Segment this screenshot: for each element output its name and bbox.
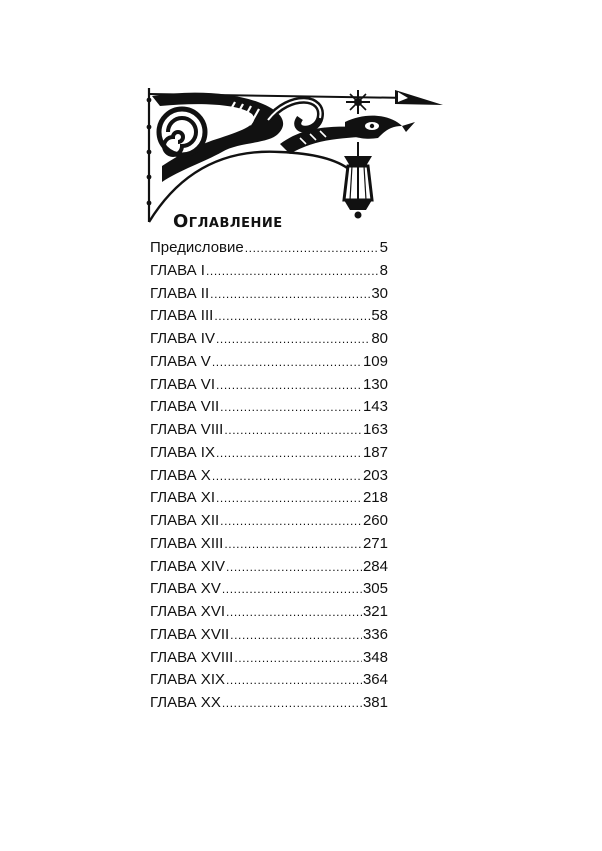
toc-entry-page: 284	[362, 557, 388, 575]
dragon-lantern-ornament-icon	[140, 82, 445, 224]
toc-entry-page: 58	[371, 307, 388, 325]
toc-dot-leader	[226, 601, 362, 624]
toc-entry[interactable]	[150, 624, 388, 647]
toc-dot-leader	[224, 533, 362, 556]
toc-dot-leader	[220, 510, 362, 533]
toc-dot-leader	[216, 442, 362, 465]
toc-entry[interactable]	[150, 374, 388, 397]
toc-entry-label: ГЛАВА XIII	[150, 534, 224, 552]
toc-entry-label: ГЛАВА XVII	[150, 625, 230, 643]
toc-entry-page: 305	[362, 580, 388, 598]
lantern-icon	[344, 142, 372, 219]
toc-entry[interactable]	[150, 465, 388, 488]
toc-dot-leader	[224, 419, 362, 442]
toc-dot-leader	[212, 351, 362, 374]
toc-dot-leader	[206, 260, 379, 283]
toc-entry-page: 271	[362, 534, 388, 552]
toc-entry-page: 218	[362, 489, 388, 507]
toc-entry-label: ГЛАВА IV	[150, 330, 215, 347]
toc-entry-page: 203	[362, 466, 388, 484]
toc-entry[interactable]	[150, 396, 388, 419]
toc-dot-leader	[234, 647, 362, 670]
toc-entry[interactable]	[150, 647, 388, 670]
toc-entry-label: ГЛАВА XIV	[150, 557, 225, 575]
toc-entry[interactable]	[150, 533, 388, 556]
finial-icon	[346, 90, 370, 114]
toc-entry-label: ГЛАВА XV	[150, 580, 221, 598]
toc-dot-leader	[216, 374, 362, 397]
toc-entry-page: 336	[362, 625, 388, 643]
toc-dot-leader	[226, 556, 362, 579]
toc-dot-leader	[222, 692, 362, 715]
toc-entry-page: 364	[362, 671, 388, 689]
toc-entry-label: ГЛАВА V	[150, 352, 211, 370]
toc-dot-leader	[230, 624, 362, 647]
toc-entry[interactable]	[150, 419, 388, 442]
toc-title: Оглавление	[173, 211, 283, 232]
toc-entry-page: 30	[371, 284, 388, 302]
toc-entry[interactable]	[150, 601, 388, 624]
toc-entry[interactable]	[150, 510, 388, 533]
toc-entry[interactable]	[150, 578, 388, 601]
toc-entry[interactable]	[150, 305, 388, 328]
toc-entry-label: ГЛАВА III	[150, 307, 214, 325]
toc-entry-page: 8	[379, 261, 388, 279]
toc-entry[interactable]	[150, 260, 388, 283]
toc-entry[interactable]	[150, 669, 388, 692]
toc-dot-leader	[220, 396, 362, 419]
toc-entry-page: 348	[362, 648, 388, 666]
toc-dot-leader	[245, 237, 379, 260]
toc-entry-page: 381	[362, 694, 388, 711]
toc-entry-label: ГЛАВА I	[150, 261, 205, 279]
toc-entry-page: 321	[362, 603, 388, 620]
toc-entry[interactable]	[150, 442, 388, 465]
toc-dot-leader	[212, 465, 362, 488]
toc-entry[interactable]	[150, 283, 388, 306]
toc-list	[150, 237, 388, 715]
toc-dot-leader	[226, 669, 362, 692]
toc-entry-label: ГЛАВА X	[150, 466, 211, 484]
toc-entry-label: ГЛАВА II	[150, 284, 210, 302]
toc-entry-label: Предисловие	[150, 239, 244, 256]
toc-entry-page: 80	[371, 330, 388, 347]
toc-entry-label: ГЛАВА VI	[150, 375, 215, 393]
toc-entry-label: ГЛАВА VII	[150, 398, 220, 416]
toc-dot-leader	[216, 487, 362, 510]
toc-dot-leader	[216, 328, 370, 351]
toc-entry[interactable]	[150, 692, 388, 715]
frame-bar-icon	[147, 88, 152, 222]
toc-entry-page: 5	[379, 239, 388, 256]
toc-entry[interactable]	[150, 328, 388, 351]
toc-entry-page: 130	[362, 375, 388, 393]
toc-dot-leader	[222, 578, 362, 601]
toc-entry-label: ГЛАВА IX	[150, 443, 215, 461]
toc-entry-label: ГЛАВА XVIII	[150, 648, 234, 666]
toc-entry[interactable]	[150, 487, 388, 510]
toc-entry[interactable]	[150, 351, 388, 374]
toc-entry-label: ГЛАВА XX	[150, 694, 221, 711]
toc-entry-label: ГЛАВА VIII	[150, 421, 224, 438]
toc-entry-label: ГЛАВА XVI	[150, 603, 225, 620]
toc-entry-page: 109	[362, 352, 388, 370]
toc-entry-label: ГЛАВА XII	[150, 512, 220, 529]
toc-entry-page: 163	[362, 421, 388, 438]
toc-entry[interactable]	[150, 237, 388, 260]
toc-entry-page: 187	[362, 443, 388, 461]
toc-entry[interactable]	[150, 556, 388, 579]
toc-entry-label: ГЛАВА XI	[150, 489, 215, 507]
toc-entry-label: ГЛАВА XIX	[150, 671, 225, 689]
toc-entry-page: 260	[362, 512, 388, 529]
toc-dot-leader	[210, 283, 370, 306]
toc-dot-leader	[214, 305, 370, 328]
toc-entry-page: 143	[362, 398, 388, 416]
